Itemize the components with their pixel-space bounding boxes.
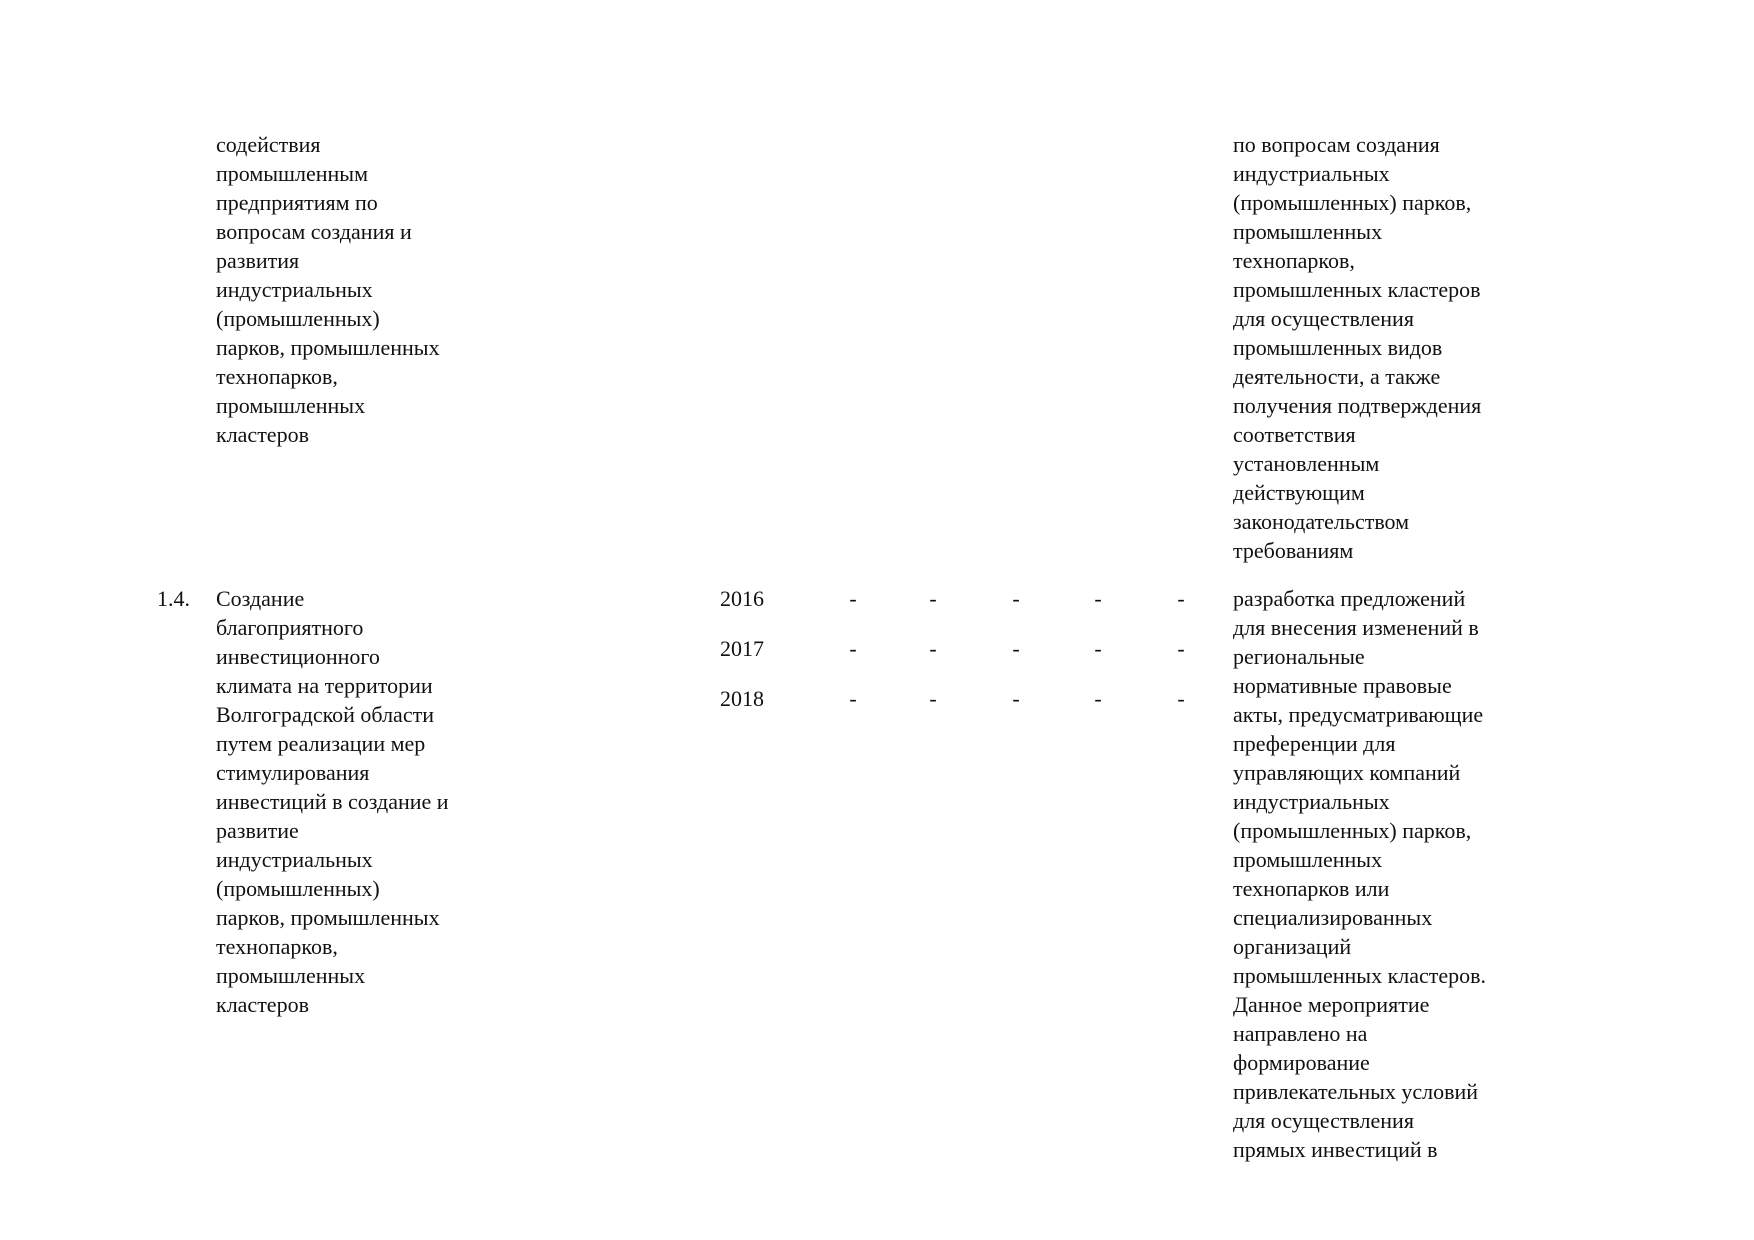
value-cell: - <box>1177 586 1185 611</box>
row-1-4-description: Создание благоприятного инвестиционного климата на территории Волгоградской области путем реализации мер стимулирования инвестиций в создание и развитие индустриальных (промышленных) парков, промышленных технопарков, промышленных кластеров <box>216 586 449 1017</box>
value-cell: - <box>1094 636 1102 661</box>
year-2017: 2017 <box>720 636 764 661</box>
value-cell: - <box>1012 586 1020 611</box>
row-1-4-result: разработка предложений для внесения изменений в региональные нормативные правовые акты, предусматривающие преференции для управляющих компаний индустриальных (промышленных) парков, промышленных технопарков или специализированных организаций промышленных кластеров. Данное мероприятие направлено на формирование привлекательных условий для осуществления прямых инвестиций в <box>1233 586 1487 1162</box>
value-cell: - <box>1177 686 1185 711</box>
value-cell: - <box>849 586 857 611</box>
value-cell: - <box>1094 686 1102 711</box>
value-cell: - <box>929 686 937 711</box>
value-cell: - <box>1012 686 1020 711</box>
value-cell: - <box>1094 586 1102 611</box>
value-cell: - <box>1012 636 1020 661</box>
value-cell: - <box>929 586 937 611</box>
value-cell: - <box>849 636 857 661</box>
row-number: 1.4. <box>157 586 190 611</box>
year-2016: 2016 <box>720 586 764 611</box>
prev-row-result: по вопросам создания индустриальных (промышленных) парков, промышленных технопарков, промышленных кластеров для осуществления промышленных видов деятельности, а также получения подтверждения соответствия установленным действующим законодательством требованиям <box>1233 132 1482 563</box>
year-2018: 2018 <box>720 686 764 711</box>
value-cell: - <box>849 686 857 711</box>
prev-row-description: содействия промышленным предприятиям по вопросам создания и развития индустриальных (промышленных) парков, промышленных технопарков, промышленных кластеров <box>216 132 440 447</box>
value-cell: - <box>1177 636 1185 661</box>
value-cell: - <box>929 636 937 661</box>
